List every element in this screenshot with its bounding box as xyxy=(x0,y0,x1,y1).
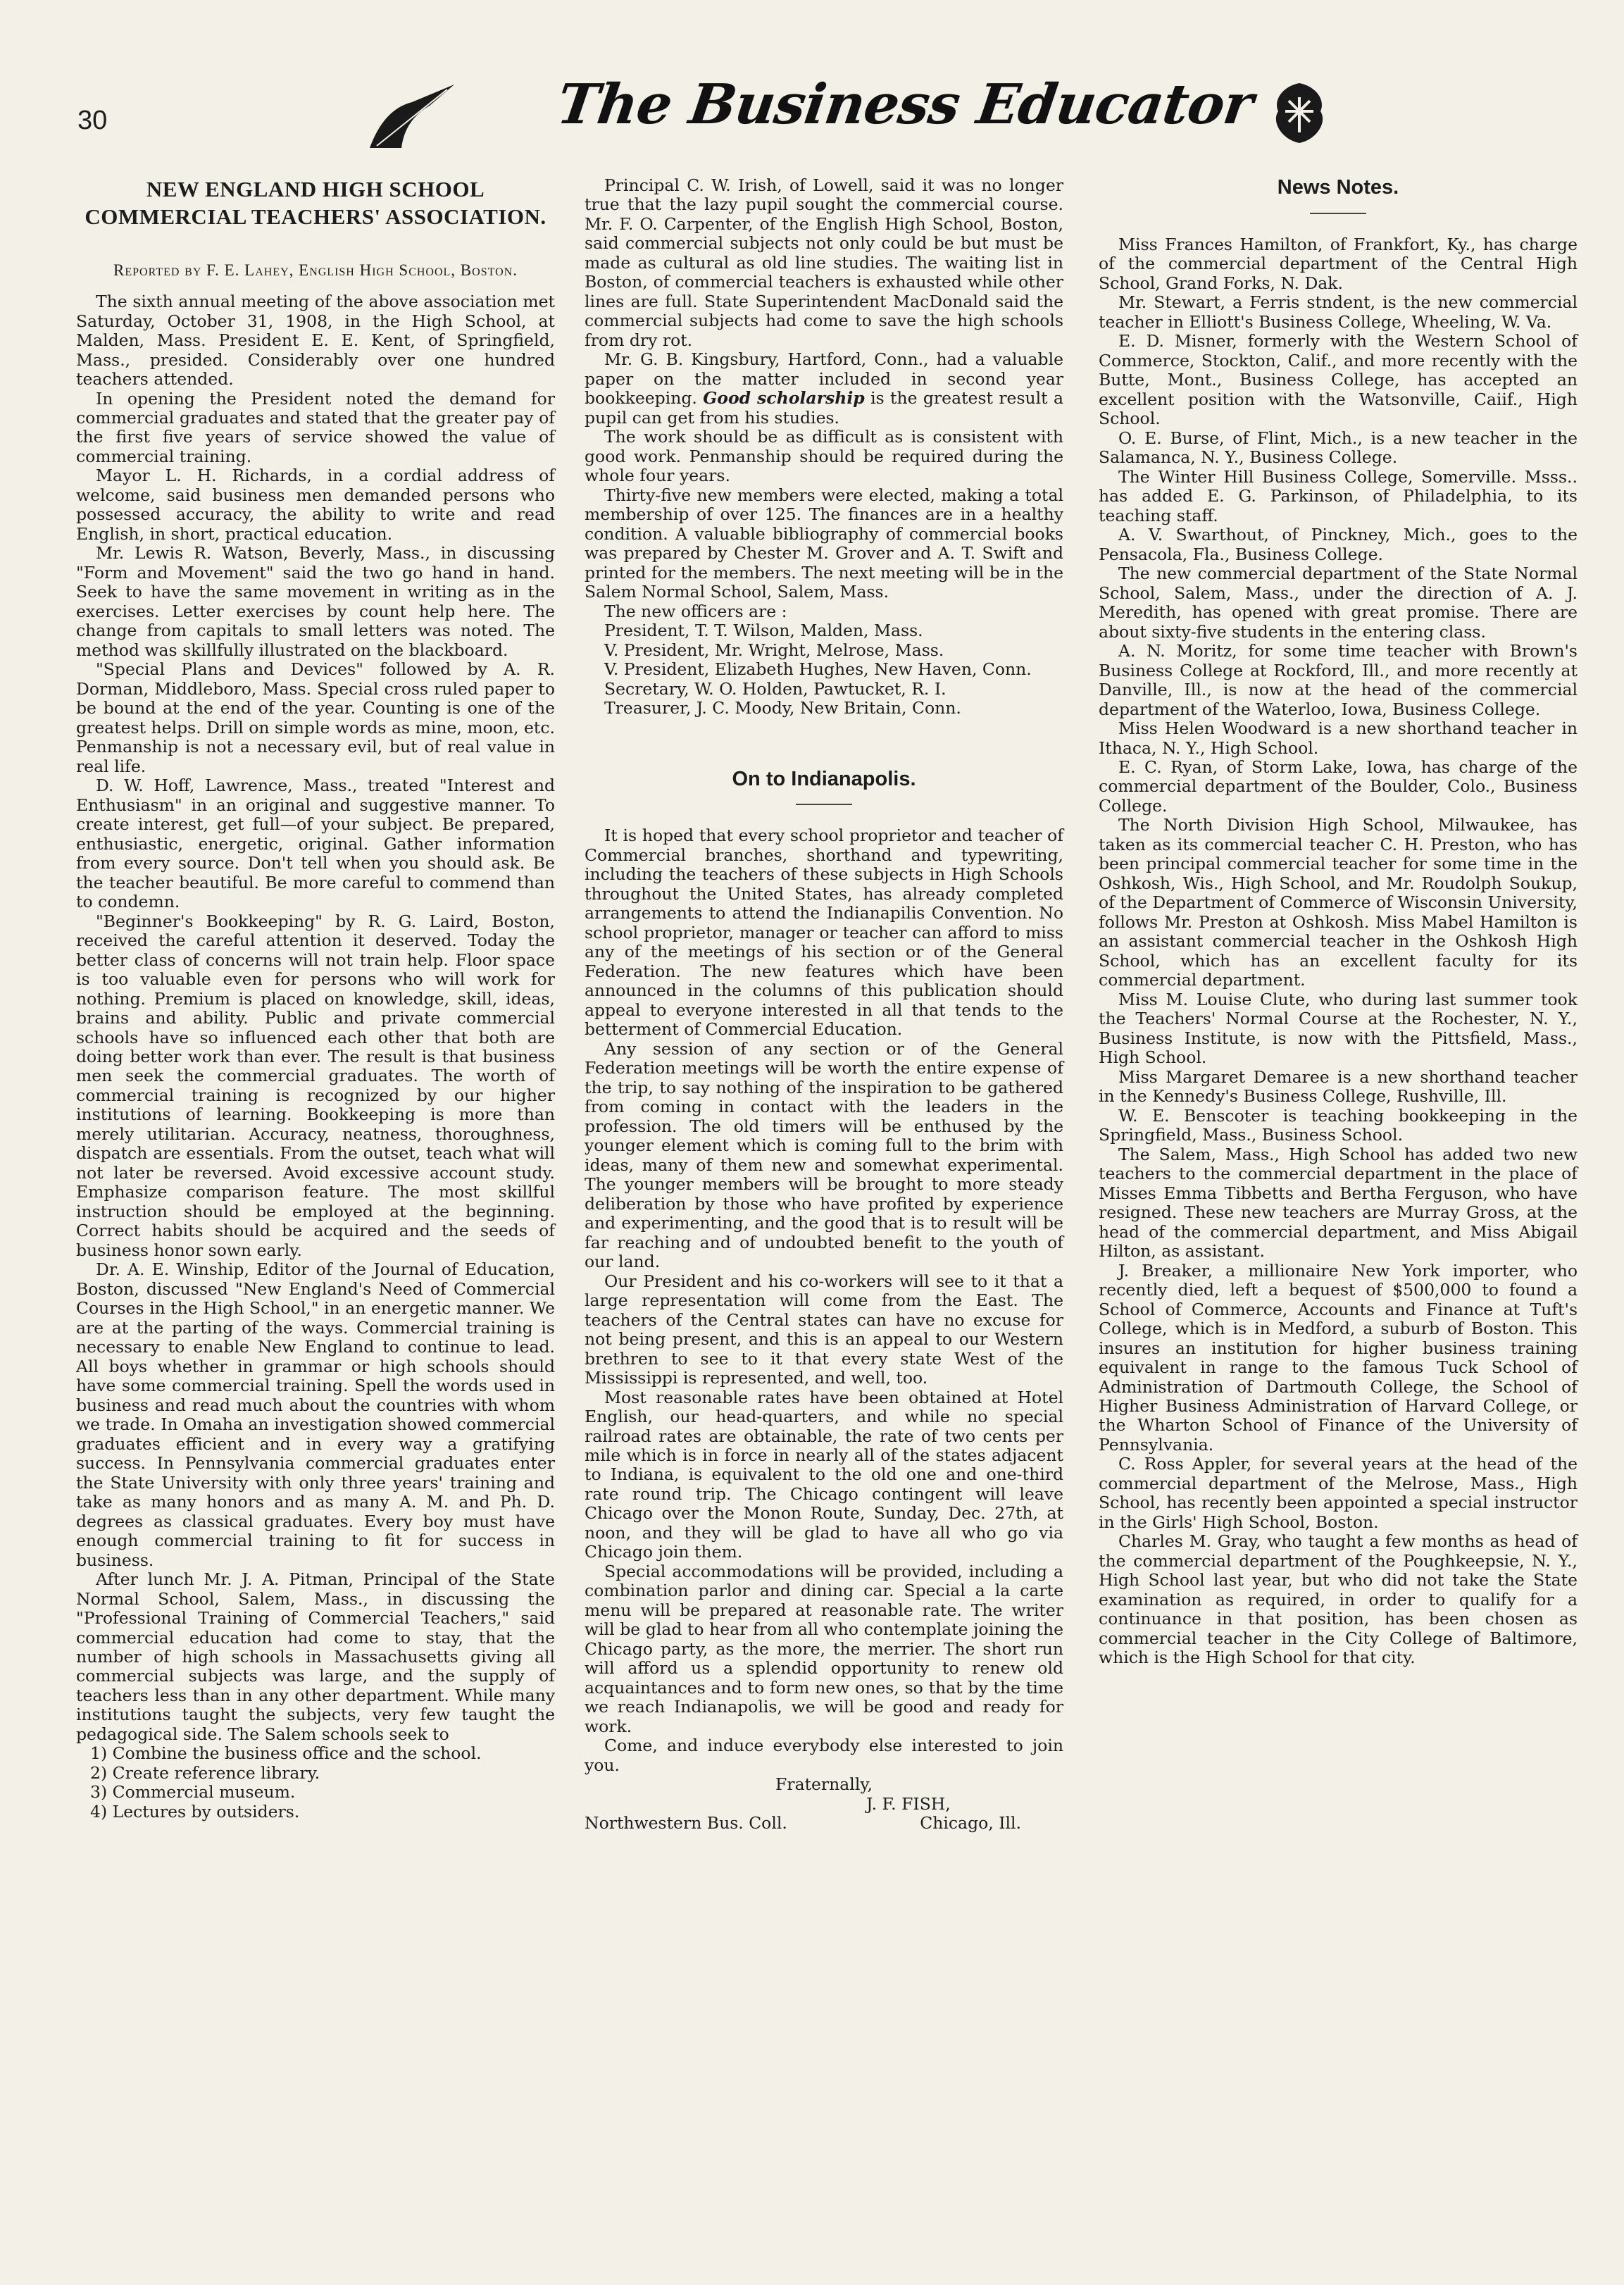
news-note: O. E. Burse, of Flint, Mich., is a new teacher in the Salamanca, N. Y., Business College. xyxy=(1099,428,1578,468)
divider xyxy=(796,804,852,805)
signoff-name: J. F. FISH, xyxy=(866,1793,951,1814)
paragraph: Special accommodations will be provided, including a combination parlor and dining car. Special a la carte menu will be prepared at reasonable rate. The writer will be glad to hear from all who contemplate joining the Chicago party, as the more, the merrier. The short run will afford us a splendid opportunity to renew old acquaintances and to form new ones, so that by the time we reach Indianapolis, we will be good and ready for work. xyxy=(585,1561,1063,1736)
paragraph: Mayor L. H. Richards, in a cordial address of welcome, said business men demanded persons who possessed accuracy, the ability to write and read English, in short, practical education. xyxy=(76,466,555,544)
news-note: Miss Margaret Demaree is a new shorthand teacher in the Kennedy's Business College, Rushville, Ill. xyxy=(1099,1066,1578,1107)
article-title: NEW ENGLAND HIGH SCHOOL COMMERCIAL TEACHERS' ASSOCIATION. xyxy=(85,177,546,229)
page-number: 30 xyxy=(77,106,108,135)
article-byline: Reported by F. E. Lahey, English High School, Boston. xyxy=(113,261,518,279)
paragraph: In opening the President noted the demand for commercial graduates and stated that the greater pay of the first five years of service showed the value of commercial training. xyxy=(76,388,555,466)
officer-line: President, T. T. Wilson, Malden, Mass. xyxy=(604,621,923,641)
news-note: Miss M. Louise Clute, who during last summer took the Teachers' Normal Course at the Rochester, N. Y., Business Institute, is now with the Pittsfield, Mass., High School. xyxy=(1099,989,1578,1068)
paragraph-kingsbury xyxy=(585,350,1063,428)
list-item: 2) Create reference library. xyxy=(90,1762,320,1783)
news-note: W. E. Benscoter is teaching bookkeeping in the Springfield, Mass., Business School. xyxy=(1099,1105,1578,1145)
divider xyxy=(1310,213,1366,214)
column-middle xyxy=(585,176,1063,1833)
paragraph: Principal C. W. Irish, of Lowell, said it was no longer true that the lazy pupil sought the commercial course. Mr. F. O. Carpenter, of the English High School, Boston, said commercial subjects not only could be but must be made as cultural as old line studies. The waiting list in Boston, of commercial teachers is exhausted while other lines are full. State Superintendent MacDonald said the commercial subjects had come to save the high schools from dry rot. xyxy=(585,175,1063,350)
emphasis-text: Good scholarship xyxy=(703,388,865,409)
text-run: Mr. G. B. Kingsbury, Hartford, Conn., had a valuable paper on the matter included in second year bookkeeping. xyxy=(585,349,1063,409)
news-note: Mr. Stewart, a Ferris stndent, is the new commercial teacher in Elliott's Business College, Wheeling, W. Va. xyxy=(1099,292,1578,332)
news-note: The Salem, Mass., High School has added two new teachers to the commercial department in the place of Misses Emma Tibbetts and Bertha Ferguson, who have resigned. These new teachers are Murray Gross, at the head of the commercial department, and Miss Abigail Hilton, as assistant. xyxy=(1099,1144,1578,1262)
masthead-title: The Business Educator xyxy=(553,73,1257,137)
paragraph: Come, and induce everybody else interested to join you. xyxy=(585,1736,1063,1775)
news-note: A. V. Swarthout, of Pinckney, Mich., goes to the Pensacola, Fla., Business College. xyxy=(1099,525,1578,564)
officer-line: V. President, Mr. Wright, Melrose, Mass. xyxy=(604,640,944,660)
paragraph: Dr. A. E. Winship, Editor of the Journal of Education, Boston, discussed "New England's Need of Commercial Courses in the High School," in an energetic manner. We are at the parting of the ways. Commercial training is necessary to enable New England to continue to lead. All boys whether in grammar or high schools should have some commercial training. Spell the words used in business and read much about the countries with whom we trade. In Omaha an investigation showed commercial graduates efficient and in every way a gratifying success. In Pennsylvania commercial graduates enter the State University with only three years' training and take as many honors and as many A. M. and Ph. D. degrees as classical graduates. Every boy must have enough commercial training to fit for success in business. xyxy=(76,1259,555,1570)
news-note: The North Division High School, Milwaukee, has taken as its commercial teacher C. H. Preston, who has been principal commercial teacher for some time in the Oshkosh, Wis., High School, and Mr. Roudolph Soukup, of the Department of Commerce of Wisconsin University, follows Mr. Preston at Oshkosh. Miss Mabel Hamilton is an assistant commercial teacher in the Oshkosh High School, which has an excellent faculty for its commercial department. xyxy=(1099,815,1578,990)
text-run: is the greatest result a pupil can get from his studies. xyxy=(585,388,1063,428)
list-item: 3) Commercial museum. xyxy=(90,1782,296,1803)
masthead xyxy=(77,67,1549,166)
emblem-icon xyxy=(1268,80,1331,147)
officer-line: Secretary, W. O. Holden, Pawtucket, R. I. xyxy=(604,678,947,699)
paragraph: Any session of any section or of the General Federation meetings will be worth the entire expense of the trip, to say nothing of the inspiration to be gathered from coming in contact with the leaders in the profession. The old timers will be enthused by the younger element which is coming full to the brim with ideas, many of them new and somewhat experimental. The younger members will be brought to more steady deliberation by those who have profited by experience and experimenting, and the good that is to result will be far reaching and of undoubted benefit to the youth of our land. xyxy=(585,1038,1063,1272)
paragraph: "Beginner's Bookkeeping" by R. G. Laird, Boston, received the careful attention it deserved. Today the better class of concerns will not train help. Floor space is too valuable even for persons who will work for nothing. Premium is placed on knowledge, skill, ideas, brains and ability. Public and private commercial schools have so influenced each other that both are doing better work than ever. The result is that business men seek the commercial graduates. The worth of commercial training is recognized by our higher institutions of learning. Bookkeeping is more than merely utilitarian. Accuracy, neatness, thoroughness, dispatch are essentials. From the outset, teach what will not later be reversed. Avoid excessive account study. Emphasize comparison feature. The most skillful instruction should be employed at the beginning. Correct habits should be acquired and the seeds of business honor sown early. xyxy=(76,911,555,1260)
officer-line: Treasurer, J. C. Moody, New Britain, Conn. xyxy=(604,698,961,718)
paragraph: Most reasonable rates have been obtained at Hotel English, our head-quarters, and while no special railroad rates are obtainable, the rate of two cents per mile which is in force in nearly all of the states adjacent to Indiana, is equivalent to the old one and one-third rate round trip. The Chicago contingent will leave Chicago over the Monon Route, Sunday, Dec. 27th, at noon, and they will be glad to have all who go via Chicago join them. xyxy=(585,1387,1063,1562)
news-note: Miss Helen Woodward is a new shorthand teacher in Ithaca, N. Y., High School. xyxy=(1099,718,1578,758)
paragraph: Mr. Lewis R. Watson, Beverly, Mass., in discussing "Form and Movement" said the two go hand in hand. Seek to have the same movement in writing as in the exercises. Letter exercises by count help here. The change from capitals to small letters was noted. The method was skillfully illustrated on the blackboard. xyxy=(76,543,555,660)
signoff-row xyxy=(585,1814,1063,1833)
news-note: E. C. Ryan, of Storm Lake, Iowa, has charge of the commercial department of the Boulder, Colo., Business College. xyxy=(1099,757,1578,816)
news-note: J. Breaker, a millionaire New York importer, who recently died, left a bequest of $500,000 to found a School of Commerce, Accounts and Finance at Tuft's College, which is in Medford, a suburb of Boston. This insures an institution for higher business training equivalent in range to the famous Tuck School of Administration of Dartmouth College, the School of Higher Business Administration of Harvard College, or the Wharton School of Finance of the University of Pennsylvania. xyxy=(1099,1260,1578,1455)
news-note: C. Ross Appler, for several years at the head of the commercial department of the Melrose, Mass., High School, has recently been appointed a special instructor in the Girls' High School, Boston. xyxy=(1099,1454,1578,1532)
section-title: On to Indianapolis. xyxy=(732,767,916,790)
news-note: A. N. Moritz, for some time teacher with Brown's Business College at Rockford, Ill., and more recently at Danville, Ill., is now at the head of the commercial department of the Waterloo, Iowa, Business College. xyxy=(1099,641,1578,719)
news-note: Charles M. Gray, who taught a few months as head of the commercial department of the Poughkeepsie, N. Y., High School last year, but who did not take the State examination as required, in order to qualify for a continuance in that position, has been chosen as commercial teacher in the City College of Baltimore, which is the High School for that city. xyxy=(1099,1531,1578,1668)
paragraph: The work should be as difficult as is consistent with good work. Penmanship should be required during the whole four years. xyxy=(585,427,1063,486)
column-left xyxy=(76,176,555,1822)
signoff-org: Northwestern Bus. Coll. xyxy=(585,1813,787,1833)
news-note: E. D. Misner, formerly with the Western School of Commerce, Stockton, Calif., and more recently with the Butte, Mont., Business College, has accepted an excellent position with the Watsonville, Caiif., High School. xyxy=(1099,331,1578,429)
paragraph: "Special Plans and Devices" followed by A. R. Dorman, Middleboro, Mass. Special cross ruled paper to be bound at the end of the year. Counting is one of the greatest helps. Drill on simple words as mine, moon, etc. Penmanship is not a necessary evil, but of real value in real life. xyxy=(76,659,555,776)
signoff-city: Chicago, Ill. xyxy=(920,1813,1021,1833)
news-note: The new commercial department of the State Normal School, Salem, Mass., under the direction of A. J. Meredith, has opened with great promise. There are about sixty-five students in the entering class. xyxy=(1099,564,1578,642)
paragraph: Thirty-five new members were elected, making a total membership of over 125. The finances are in a healthy condition. A valuable bibliography of commercial books was prepared by Chester M. Grover and A. T. Swift and printed for the members. The next meeting will be in the Salem Normal School, Salem, Mass. xyxy=(585,485,1063,602)
news-note: The Winter Hill Business College, Somerville. Msss.. has added E. G. Parkinson, of Philadelphia, to its teaching staff. xyxy=(1099,466,1578,525)
officers-intro: The new officers are : xyxy=(604,601,787,621)
paragraph: It is hoped that every school proprietor and teacher of Commercial branches, shorthand and typewriting, including the teachers of these subjects in High Schools throughout the United States, has already completed arrangements to attend the Indianapilis Convention. No school proprietor, manager or teacher can afford to miss any of the meetings of his section or of the General Federation. The new features which have been announced in the columns of this publication should appeal to everyone interested in all that tends to the betterment of Commercial Education. xyxy=(585,826,1063,1040)
paragraph: Our President and his co-workers will see to it that a large representation will come from the East. The teachers of the Central states can have no excuse for not being present, and this is an appeal to our Western brethren to see to it that every state West of the Mississippi is represented, and well, too. xyxy=(585,1271,1063,1388)
paragraph: D. W. Hoff, Lawrence, Mass., treated "Interest and Enthusiasm" in an original and suggestive manner. To create interest, get full—of your subject. Be prepared, enthusiastic, energetic, original. Gather information from every source. Don't tell when you should ask. Be the teacher beautiful. Be more careful to commend than to condemn. xyxy=(76,776,555,912)
paragraph: The sixth annual meeting of the above association met Saturday, October 31, 1908, in the High School, at Malden, Mass. President E. E. Kent, of Springfield, Mass., presided. Considerably over one hundred teachers attended. xyxy=(76,292,555,390)
column-right xyxy=(1099,176,1578,1668)
news-note: Miss Frances Hamilton, of Frankfort, Ky., has charge of the commercial department of the Central High School, Grand Forks, N. Dak. xyxy=(1099,234,1578,293)
list-item: 4) Lectures by outsiders. xyxy=(90,1801,300,1822)
news-notes-title: News Notes. xyxy=(1277,176,1399,199)
list-item: 1) Combine the business office and the school. xyxy=(90,1743,482,1764)
spacer xyxy=(585,718,1063,768)
paragraph: After lunch Mr. J. A. Pitman, Principal of the State Normal School, Salem, Mass., in discussing the "Professional Training of Commercial Teachers," said commercial education had come to stay, that the number of high schools in Massachusetts giving all commercial subjects was large, and the supply of teachers less than in any other department. While many institutions taught the subjects, very few taught the pedagogical side. The Salem schools seek to xyxy=(76,1569,555,1744)
quill-icon xyxy=(363,81,461,151)
officer-line: V. President, Elizabeth Hughes, New Haven, Conn. xyxy=(604,659,1032,680)
signoff-salutation: Fraternally, xyxy=(775,1774,873,1795)
